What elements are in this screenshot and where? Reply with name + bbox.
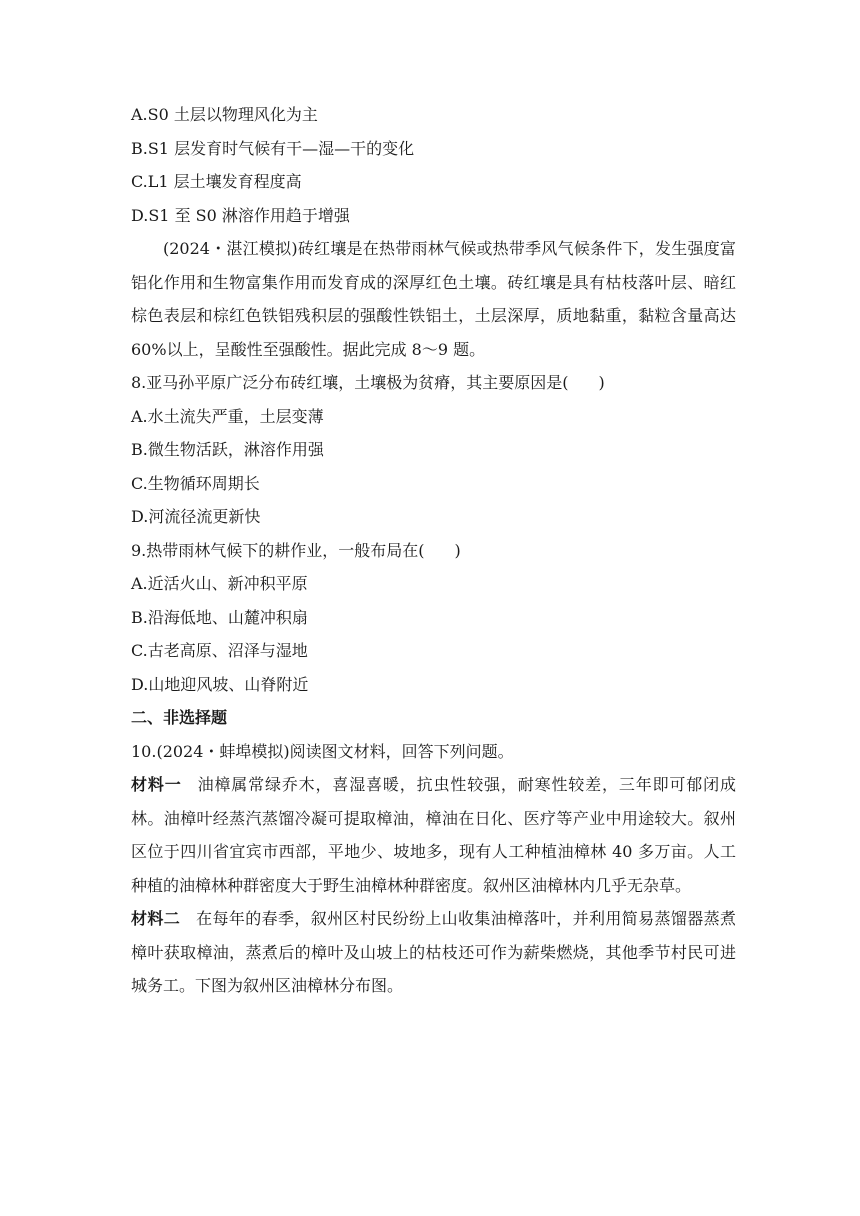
option-d: D.S1 至 S0 淋溶作用趋于增强 [131, 205, 350, 225]
question-8 [131, 366, 736, 534]
question-8-close-paren: ) [598, 373, 605, 392]
option-b: B.S1 层发育时气候有干—湿—干的变化 [131, 138, 415, 158]
question-10 [131, 735, 736, 1003]
option-a: A.近活火山、新冲积平原 [131, 574, 308, 593]
option-d: D.山地迎风坡、山脊附近 [131, 674, 309, 694]
question-9 [131, 534, 736, 702]
question-9-stem [131, 534, 736, 568]
option-c: C.古老高原、沼泽与湿地 [131, 641, 308, 660]
question-9-close-paren: ) [454, 540, 461, 560]
option-c: C.L1 层土壤发育程度高 [131, 172, 302, 191]
option-b: B.沿海低地、山麓冲积扇 [131, 607, 308, 627]
question-9-stem-text: 9.热带雨林气候下的耕作业，一般布局在( [131, 540, 425, 560]
option-c: C.生物循环周期长 [131, 473, 260, 493]
option-b: B.微生物活跃，淋溶作用强 [131, 440, 324, 459]
material-1-text: 油樟属常绿乔木，喜湿喜暖，抗虫性较强，耐寒性较差，三年即可郁闭成林。油樟叶经蒸汽蒸馏冷凝可提取樟油，樟油在日化、医疗等产业中用途较大。叙州区位于四川省宜宾市西部，平地少、坡地多，现有人工种植油樟林 40 多万亩。人工种植的油樟林种群密度大于野生油樟林种群密度。叙州区油樟林内几乎无杂草。 [131, 775, 736, 895]
question-8-stem-text: 8.亚马孙平原广泛分布砖红壤，土壤极为贫瘠，其主要原因是( [131, 373, 569, 392]
material-2-label: 材料二 [131, 909, 181, 928]
page-content [131, 98, 736, 1003]
option-d: D.河流径流更新快 [131, 507, 261, 526]
material-2-text: 在每年的春季，叙州区村民纷纷上山收集油樟落叶，并利用简易蒸馏器蒸煮樟叶获取樟油，蒸煮后的樟叶及山坡上的枯枝还可作为薪柴燃烧，其他季节村民可进城务工。下图为叙州区油樟林分布图。 [131, 909, 736, 995]
option-a: A.水土流失严重，土层变薄 [131, 406, 324, 426]
section-heading: 二、非选择题 [131, 708, 228, 727]
material-2 [131, 902, 736, 1003]
q7-options [131, 98, 736, 232]
material-1 [131, 768, 736, 902]
passage-8-9: (2024・湛江模拟)砖红壤是在热带雨林气候或热带季风气候条件下，发生强度富铝化作用和生物富集作用而发育成的深厚红色土壤。砖红壤是具有枯枝落叶层、暗红棕色表层和棕红色铁铝残积层的强酸性铁铝土，土层深厚，质地黏重，黏粒含量高达 60%以上，呈酸性至强酸性。据此完成 8～9 题。 [131, 239, 736, 359]
material-1-label: 材料一 [131, 775, 182, 794]
question-8-stem [131, 366, 736, 400]
option-a: A.S0 土层以物理风化为主 [131, 105, 318, 124]
question-10-stem: 10.(2024・蚌埠模拟)阅读图文材料，回答下列问题。 [131, 741, 514, 761]
